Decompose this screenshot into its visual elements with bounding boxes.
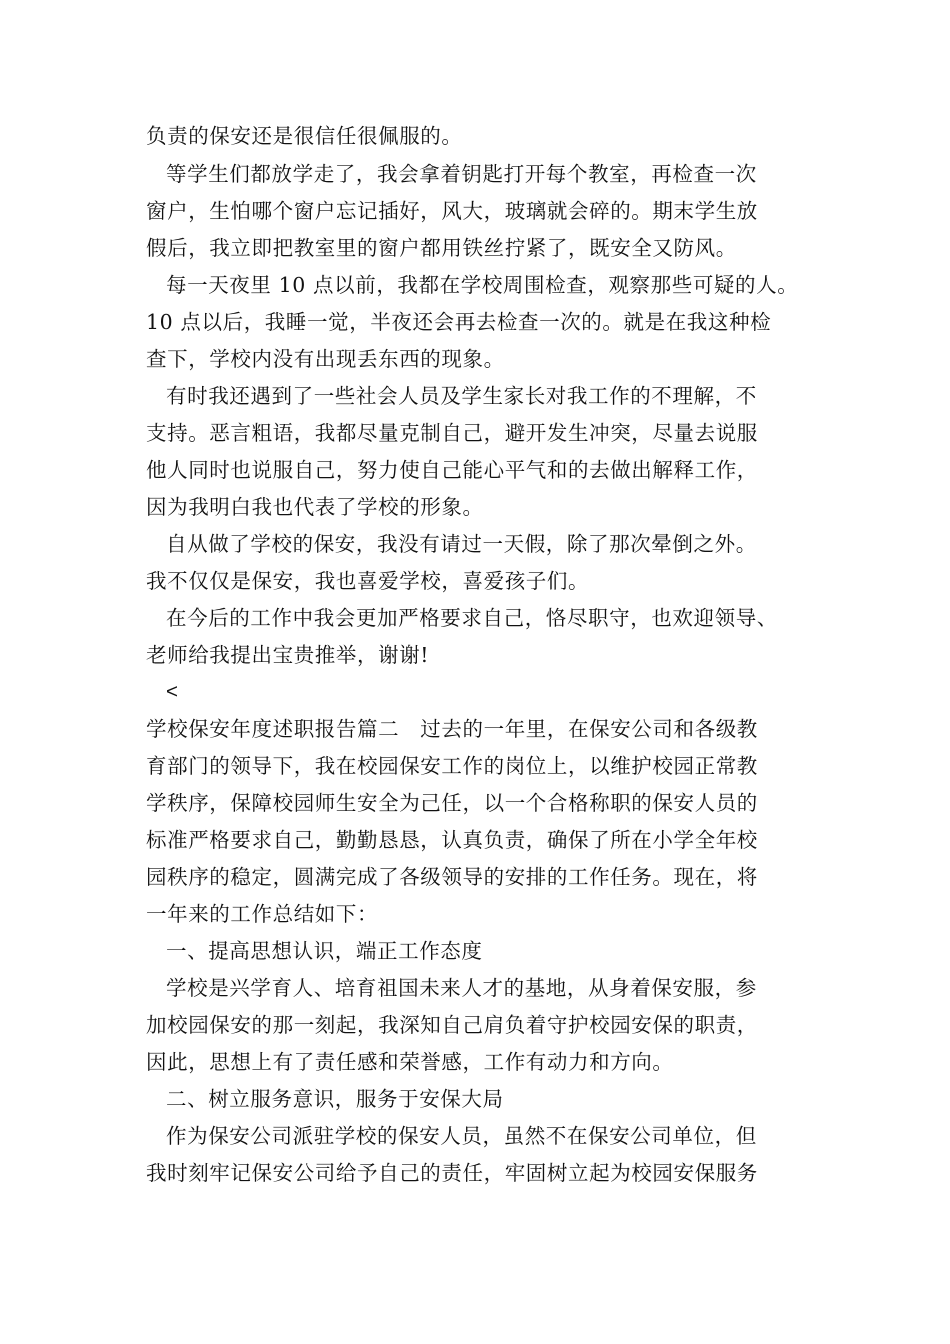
paragraph-line: 查下，学校内没有出现丢东西的现象。 [146,347,505,371]
paragraph-line: 10 点以后，我睡一觉，半夜还会再去检查一次的。就是在我这种检 [146,310,772,334]
paragraph-line: 自从做了学校的保安，我没有请过一天假，除了那次晕倒之外。 [166,532,757,556]
subheading-line: 一、提高思想认识，端正工作态度 [166,939,483,963]
paragraph-line: 负责的保安还是很信任很佩服的。 [146,124,463,148]
paragraph-line: 他人同时也说服自己，努力使自己能心平气和的去做出解释工作， [146,458,758,482]
paragraph-line: 园秩序的稳定，圆满完成了各级领导的安排的工作任务。现在，将 [146,865,758,889]
paragraph-line: 假后，我立即把教室里的窗户都用铁丝拧紧了，既安全又防风。 [146,236,737,260]
paragraph-line: 作为保安公司派驻学校的保安人员，虽然不在保安公司单位，但 [166,1124,757,1148]
paragraph-line: 有时我还遇到了一些社会人员及学生家长对我工作的不理解，不 [166,384,757,408]
paragraph-line: 学校是兴学育人、培育祖国未来人才的基地，从身着保安服，参 [166,976,757,1000]
paragraph-line: 支持。恶言粗语，我都尽量克制自己，避开发生冲突，尽量去说服 [146,421,758,445]
paragraph-line: 窗户，生怕哪个窗户忘记插好，风大，玻璃就会碎的。期末学生放 [146,199,758,223]
paragraph-line: 老师给我提出宝贵推举，谢谢! [146,643,430,667]
paragraph-line: 学秩序，保障校园师生安全为己任，以一个合格称职的保安人员的 [146,791,758,815]
paragraph-line: 等学生们都放学走了，我会拿着钥匙打开每个教室，再检查一次 [166,162,757,186]
paragraph-line: 因此，思想上有了责任感和荣誉感，工作有动力和方向。 [146,1050,674,1074]
paragraph-line: 我不仅仅是保安，我也喜爱学校，喜爱孩子们。 [146,569,590,593]
stray-symbol: < [166,680,179,703]
paragraph-line: 每一天夜里 10 点以前，我都在学校周围检查，观察那些可疑的人。 [166,273,799,297]
paragraph-line: 一年来的工作总结如下： [146,902,379,926]
section-heading-line: 学校保安年度述职报告篇二 过去的一年里，在保安公司和各级教 [146,717,758,741]
paragraph-line: 在今后的工作中我会更加严格要求自己，恪尽职守，也欢迎领导、 [166,606,778,630]
subheading-line: 二、树立服务意识，服务于安保大局 [166,1087,504,1111]
paragraph-line: 我时刻牢记保安公司给予自己的责任，牢固树立起为校园安保服务 [146,1161,758,1185]
paragraph-line: 标准严格要求自己，勤勤恳恳，认真负责，确保了所在小学全年校 [146,828,758,852]
paragraph-line: 育部门的领导下，我在校园保安工作的岗位上，以维护校园正常教 [146,754,758,778]
paragraph-line: 加校园保安的那一刻起，我深知自己肩负着守护校园安保的职责， [146,1013,758,1037]
paragraph-line: 因为我明白我也代表了学校的形象。 [146,495,484,519]
